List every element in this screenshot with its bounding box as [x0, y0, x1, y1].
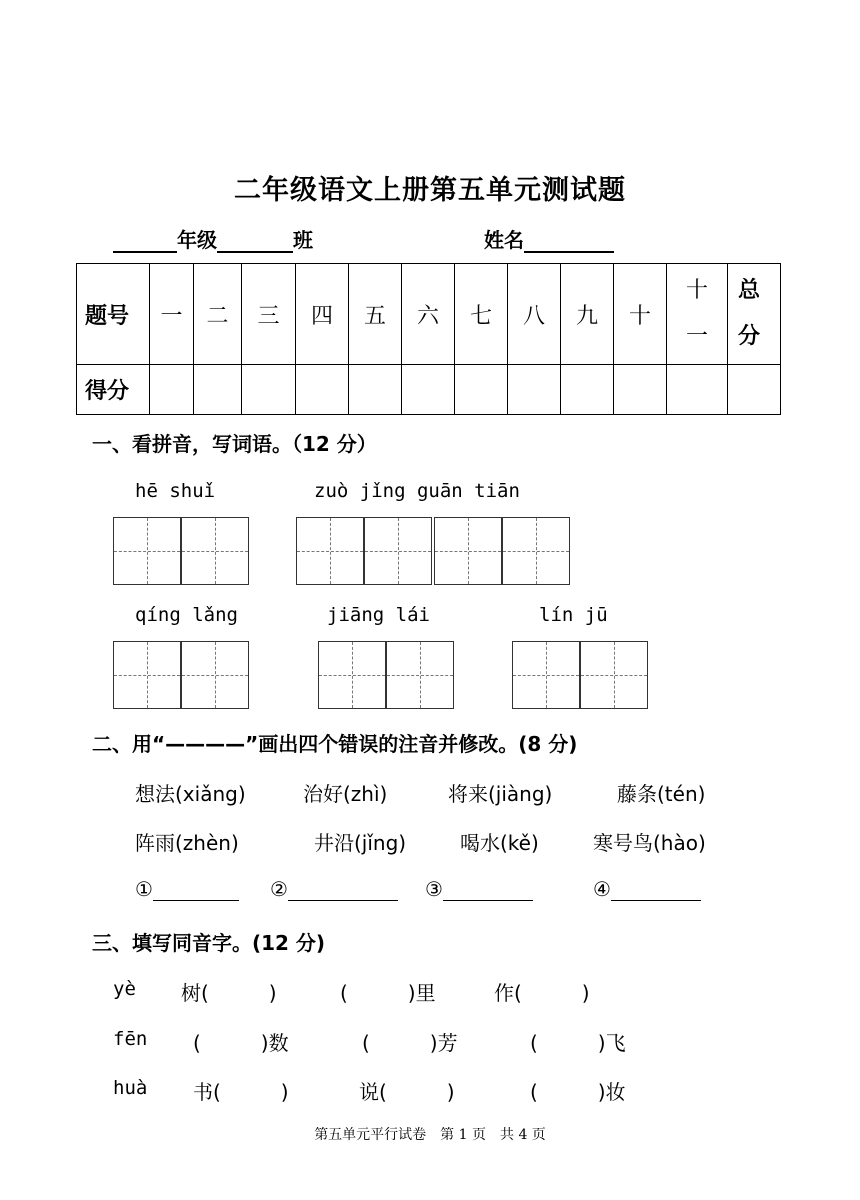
answer-number: ③ [425, 877, 443, 901]
pinyin-label: jiāng lái [327, 604, 430, 626]
student-name-line [484, 224, 614, 253]
answer-blank[interactable] [153, 878, 239, 901]
homophone-pinyin: fēn [113, 1028, 148, 1050]
writing-box[interactable] [113, 641, 181, 709]
header-cell: 八 [508, 264, 561, 365]
pinyin-label: hē shuǐ [135, 480, 216, 502]
score-cell[interactable] [508, 365, 561, 415]
header-cell: 六 [402, 264, 455, 365]
writing-box[interactable] [181, 641, 249, 709]
homophone-pinyin: huà [113, 1077, 148, 1099]
homophone-item: 书( ) [193, 1080, 289, 1104]
homophone-item: 作( ) [494, 981, 590, 1005]
class-label: 班 [293, 228, 313, 252]
score-table-score-row [77, 365, 781, 415]
answer-slot-2 [270, 877, 398, 901]
pinyin-item: 阵雨(zhèn) [135, 831, 239, 855]
name-blank[interactable] [524, 229, 614, 253]
section2-heading: 二、用“————”画出四个错误的注音并修改。(8 分) [92, 732, 578, 756]
homophone-pinyin: yè [113, 978, 136, 1000]
pinyin-item: 藤条(tén) [617, 782, 706, 806]
writing-box[interactable] [580, 641, 648, 709]
section3-heading: 三、填写同音字。(12 分) [92, 931, 326, 955]
score-cell[interactable] [242, 365, 296, 415]
homophone-item: ( )数 [193, 1031, 289, 1055]
answer-slot-4 [593, 877, 701, 901]
score-cell[interactable] [194, 365, 242, 415]
answer-blank[interactable] [288, 878, 398, 901]
header-cell-eleven [667, 264, 728, 365]
pinyin-label: lín jū [539, 604, 608, 626]
class-blank[interactable] [217, 229, 293, 253]
score-table-header-row [77, 264, 781, 365]
score-cell[interactable] [561, 365, 614, 415]
name-label: 姓名 [484, 228, 524, 252]
score-cell[interactable] [667, 365, 728, 415]
homophone-item: ( )妆 [530, 1080, 626, 1104]
header-cell-question-number: 题号 [77, 264, 150, 365]
writing-box[interactable] [502, 517, 570, 585]
answer-blank[interactable] [443, 878, 533, 901]
score-cell[interactable] [728, 365, 781, 415]
header-cell: 五 [349, 264, 402, 365]
pinyin-label: zuò jǐng guān tiān [314, 480, 520, 502]
answer-number: ④ [593, 877, 611, 901]
header-cell: 十 [614, 264, 667, 365]
section1-heading: 一、看拼音，写词语。（12 分） [92, 432, 377, 456]
score-cell[interactable] [150, 365, 194, 415]
score-cell[interactable] [402, 365, 455, 415]
header-cell: 三 [242, 264, 296, 365]
header-cell-total [728, 264, 781, 365]
writing-box[interactable] [512, 641, 580, 709]
header-cell: 一 [150, 264, 194, 365]
writing-box[interactable] [434, 517, 502, 585]
score-row-header: 得分 [77, 365, 150, 415]
eleven-part: 一 [685, 324, 708, 349]
homophone-item: ( )飞 [530, 1031, 626, 1055]
writing-box[interactable] [386, 641, 454, 709]
pinyin-item: 寒号鸟(hào) [593, 831, 706, 855]
pinyin-item: 井沿(jǐng) [314, 831, 407, 855]
answer-slot-1 [135, 877, 239, 901]
pinyin-item: 治好(zhì) [303, 782, 388, 806]
pinyin-label: qíng lǎng [135, 604, 238, 626]
header-cell: 二 [194, 264, 242, 365]
writing-box[interactable] [181, 517, 249, 585]
answer-number: ② [270, 877, 288, 901]
answer-number: ① [135, 877, 153, 901]
homophone-item: 树( ) [181, 981, 277, 1005]
student-info-line [113, 224, 313, 253]
header-cell: 九 [561, 264, 614, 365]
writing-box[interactable] [113, 517, 181, 585]
writing-box[interactable] [364, 517, 432, 585]
pinyin-item: 将来(jiàng) [448, 782, 553, 806]
page-title: 二年级语文上册第五单元测试题 [234, 175, 626, 206]
header-cell: 四 [296, 264, 349, 365]
homophone-item: ( )芳 [362, 1031, 458, 1055]
eleven-part: 十 [685, 278, 708, 303]
pinyin-item: 想法(xiǎng) [135, 782, 246, 806]
page-footer: 第五单元平行试卷 第 1 页 共 4 页 [314, 1127, 546, 1143]
score-cell[interactable] [296, 365, 349, 415]
writing-box[interactable] [318, 641, 386, 709]
answer-blank[interactable] [611, 878, 701, 901]
score-cell[interactable] [455, 365, 508, 415]
writing-box[interactable] [296, 517, 364, 585]
score-cell[interactable] [614, 365, 667, 415]
grade-label: 年级 [177, 228, 217, 252]
score-cell[interactable] [349, 365, 402, 415]
score-table [76, 263, 781, 415]
total-part: 总 [738, 278, 761, 303]
grade-blank[interactable] [113, 229, 177, 253]
pinyin-item: 喝水(kě) [460, 831, 539, 855]
total-part: 分 [738, 324, 761, 349]
homophone-item: 说( ) [359, 1080, 455, 1104]
answer-slot-3 [425, 877, 533, 901]
homophone-item: ( )里 [340, 981, 436, 1005]
header-cell: 七 [455, 264, 508, 365]
